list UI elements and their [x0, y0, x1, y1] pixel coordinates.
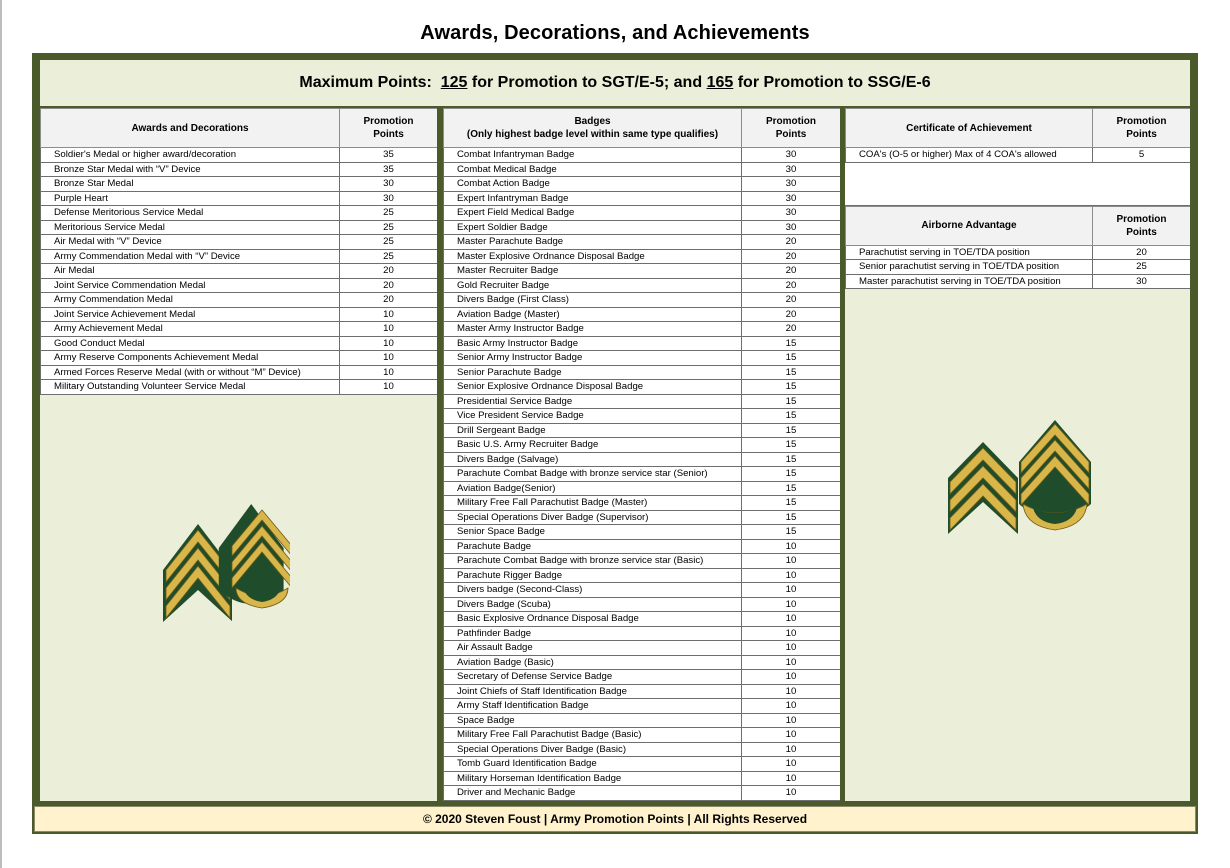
awards-row: [41, 380, 438, 395]
badges-row: [444, 322, 841, 337]
badges-row-points: 20: [742, 278, 841, 293]
badges-row-name: Joint Chiefs of Staff Identification Badge: [444, 684, 742, 699]
awards-row-name: Defense Meritorious Service Medal: [41, 206, 340, 221]
ssg-max-points: 165: [706, 74, 734, 91]
badges-row: [444, 293, 841, 308]
badges-row-name: Expert Field Medical Badge: [444, 206, 742, 221]
badges-row-name: Senior Space Badge: [444, 525, 742, 540]
badges-row: [444, 757, 841, 772]
badges-row: [444, 264, 841, 279]
badges-row-name: Basic Army Instructor Badge: [444, 336, 742, 351]
badges-row: [444, 496, 841, 511]
badges-row-name: Aviation Badge(Senior): [444, 481, 742, 496]
awards-row: [41, 177, 438, 192]
badges-row: [444, 481, 841, 496]
badges-row-name: Presidential Service Badge: [444, 394, 742, 409]
badges-row-points: 15: [742, 365, 841, 380]
airborne-row-name: Senior parachutist serving in TOE/TDA position: [846, 260, 1093, 275]
badges-row-points: 30: [742, 220, 841, 235]
badges-row-points: 30: [742, 191, 841, 206]
awards-row: [41, 220, 438, 235]
badges-row-points: 10: [742, 786, 841, 801]
badges-row-name: Combat Infantryman Badge: [444, 148, 742, 163]
badges-row-points: 10: [742, 713, 841, 728]
badges-row: [444, 612, 841, 627]
awards-row: [41, 206, 438, 221]
airborne-col-points: Promotion Points: [1093, 206, 1191, 245]
badges-row: [444, 162, 841, 177]
badges-row: [444, 235, 841, 250]
badges-row: [444, 510, 841, 525]
badges-col-name: Badges (Only highest badge level within same type qualifies): [444, 109, 742, 148]
awards-row-name: Air Medal with “V” Device: [41, 235, 340, 250]
awards-panel: [40, 108, 437, 801]
awards-row-name: Military Outstanding Volunteer Service Medal: [41, 380, 340, 395]
badges-row-name: Tomb Guard Identification Badge: [444, 757, 742, 772]
awards-row-name: Army Reserve Components Achievement Medal: [41, 351, 340, 366]
badges-row-points: 10: [742, 568, 841, 583]
badges-row-points: 15: [742, 481, 841, 496]
awards-row: [41, 249, 438, 264]
page-title: Awards, Decorations, and Achievements: [420, 22, 810, 44]
badges-row-name: Army Staff Identification Badge: [444, 699, 742, 714]
badges-row-points: 15: [742, 510, 841, 525]
awards-row-points: 30: [340, 191, 438, 206]
badges-row: [444, 206, 841, 221]
awards-col-points: Promotion Points: [340, 109, 438, 148]
awards-row-points: 10: [340, 307, 438, 322]
awards-row-name: Meritorious Service Medal: [41, 220, 340, 235]
awards-row-name: Joint Service Commendation Medal: [41, 278, 340, 293]
badges-row-points: 30: [742, 206, 841, 221]
badges-row-points: 20: [742, 293, 841, 308]
badges-row-name: Divers Badge (Scuba): [444, 597, 742, 612]
badges-row: [444, 307, 841, 322]
badges-row-points: 10: [742, 539, 841, 554]
badges-row-points: 10: [742, 684, 841, 699]
badges-row-points: 15: [742, 409, 841, 424]
badges-row-name: Combat Action Badge: [444, 177, 742, 192]
badges-row-name: Aviation Badge (Basic): [444, 655, 742, 670]
badges-row-name: Military Free Fall Parachutist Badge (Basic): [444, 728, 742, 743]
awards-row-points: 35: [340, 162, 438, 177]
badges-row-points: 10: [742, 583, 841, 598]
awards-row-name: Soldier's Medal or higher award/decoration: [41, 148, 340, 163]
badges-row-name: Secretary of Defense Service Badge: [444, 670, 742, 685]
badges-row-name: Parachute Badge: [444, 539, 742, 554]
badges-row-points: 30: [742, 162, 841, 177]
coa-airborne-panel: [845, 108, 1190, 801]
max-points-mid: for Promotion to SGT/E-5; and: [471, 74, 703, 91]
awards-row-points: 20: [340, 264, 438, 279]
awards-row-points: 10: [340, 380, 438, 395]
badges-row-points: 15: [742, 394, 841, 409]
badges-row: [444, 336, 841, 351]
badges-row: [444, 699, 841, 714]
badges-row: [444, 438, 841, 453]
badges-row-points: 15: [742, 525, 841, 540]
coa-row-points: 5: [1093, 148, 1191, 163]
badges-row: [444, 423, 841, 438]
coa-row: [846, 148, 1191, 163]
badges-row-points: 10: [742, 699, 841, 714]
badges-row: [444, 597, 841, 612]
badges-row-points: 20: [742, 249, 841, 264]
badges-row-points: 15: [742, 467, 841, 482]
awards-row-name: Bronze Star Medal with “V” Device: [41, 162, 340, 177]
coa-row-name: COA's (O-5 or higher) Max of 4 COA's allowed: [846, 148, 1093, 163]
awards-row-name: Joint Service Achievement Medal: [41, 307, 340, 322]
badges-row-points: 20: [742, 307, 841, 322]
awards-row: [41, 365, 438, 380]
badges-row: [444, 148, 841, 163]
badges-row: [444, 641, 841, 656]
badges-row: [444, 713, 841, 728]
max-points-prefix: Maximum Points:: [299, 74, 432, 91]
badges-row-name: Senior Army Instructor Badge: [444, 351, 742, 366]
awards-row-name: Good Conduct Medal: [41, 336, 340, 351]
awards-row-points: 25: [340, 220, 438, 235]
badges-row-points: 15: [742, 336, 841, 351]
awards-row: [41, 278, 438, 293]
badges-row-points: 10: [742, 554, 841, 569]
badges-row-name: Parachute Combat Badge with bronze service star (Basic): [444, 554, 742, 569]
badges-row-points: 10: [742, 612, 841, 627]
badges-row-points: 15: [742, 423, 841, 438]
awards-row: [41, 322, 438, 337]
awards-row-points: 10: [340, 351, 438, 366]
max-points-suffix: for Promotion to SSG/E-6: [737, 74, 931, 91]
badges-row-points: 10: [742, 757, 841, 772]
badges-row-name: Military Free Fall Parachutist Badge (Master): [444, 496, 742, 511]
awards-row-name: Army Commendation Medal: [41, 293, 340, 308]
badges-row-name: Master Parachute Badge: [444, 235, 742, 250]
badges-row-points: 10: [742, 742, 841, 757]
awards-row-name: Army Commendation Medal with “V” Device: [41, 249, 340, 264]
awards-row: [41, 336, 438, 351]
badges-row: [444, 539, 841, 554]
badges-row-points: 10: [742, 641, 841, 656]
sgt-insignia-icon: [160, 500, 290, 625]
badges-panel: [443, 108, 840, 801]
awards-row-name: Army Achievement Medal: [41, 322, 340, 337]
coa-col-name: Certificate of Achievement: [846, 109, 1093, 148]
badges-row-name: Master Army Instructor Badge: [444, 322, 742, 337]
badges-row: [444, 684, 841, 699]
badges-row-name: Divers Badge (Salvage): [444, 452, 742, 467]
awards-row: [41, 351, 438, 366]
badges-row: [444, 177, 841, 192]
badges-row: [444, 626, 841, 641]
badges-row-name: Combat Medical Badge: [444, 162, 742, 177]
awards-row-points: 20: [340, 293, 438, 308]
badges-row-name: Drill Sergeant Badge: [444, 423, 742, 438]
badges-row-points: 10: [742, 655, 841, 670]
badges-row: [444, 786, 841, 801]
badges-row: [444, 554, 841, 569]
badges-row: [444, 525, 841, 540]
sgt-max-points: 125: [440, 74, 468, 91]
awards-row-points: 20: [340, 278, 438, 293]
badges-row-points: 15: [742, 438, 841, 453]
badges-row-points: 10: [742, 670, 841, 685]
awards-row-points: 10: [340, 365, 438, 380]
awards-row: [41, 307, 438, 322]
badges-row-name: Expert Soldier Badge: [444, 220, 742, 235]
awards-row-points: 35: [340, 148, 438, 163]
awards-col-name: Awards and Decorations: [41, 109, 340, 148]
airborne-row-name: Master parachutist serving in TOE/TDA position: [846, 274, 1093, 289]
badges-row: [444, 394, 841, 409]
badges-row-name: Special Operations Diver Badge (Supervisor): [444, 510, 742, 525]
awards-row-points: 10: [340, 322, 438, 337]
max-points-header: [40, 60, 1190, 106]
badges-row-name: Master Recruiter Badge: [444, 264, 742, 279]
badges-row: [444, 365, 841, 380]
badges-row-points: 20: [742, 322, 841, 337]
airborne-row-points: 25: [1093, 260, 1191, 275]
badges-row-points: 10: [742, 771, 841, 786]
awards-row-points: 10: [340, 336, 438, 351]
awards-row-name: Armed Forces Reserve Medal (with or without “M” Device): [41, 365, 340, 380]
badges-row-name: Basic Explosive Ordnance Disposal Badge: [444, 612, 742, 627]
badges-row-name: Special Operations Diver Badge (Basic): [444, 742, 742, 757]
badges-row: [444, 351, 841, 366]
badges-row: [444, 191, 841, 206]
awards-row: [41, 264, 438, 279]
badges-row-name: Senior Parachute Badge: [444, 365, 742, 380]
badges-row: [444, 452, 841, 467]
coa-spacer: [845, 163, 1190, 206]
badges-table: [443, 108, 840, 801]
airborne-row-points: 20: [1093, 245, 1191, 260]
airborne-row: [846, 274, 1191, 289]
badges-row: [444, 220, 841, 235]
badges-row-name: Expert Infantryman Badge: [444, 191, 742, 206]
badges-row-name: Aviation Badge (Master): [444, 307, 742, 322]
airborne-row: [846, 260, 1191, 275]
badges-row-points: 15: [742, 380, 841, 395]
airborne-col-name: Airborne Advantage: [846, 206, 1093, 245]
badges-row: [444, 655, 841, 670]
awards-row: [41, 235, 438, 250]
badges-row-name: Driver and Mechanic Badge: [444, 786, 742, 801]
badges-row: [444, 278, 841, 293]
badges-row-points: 15: [742, 452, 841, 467]
badges-row-points: 30: [742, 148, 841, 163]
awards-row: [41, 191, 438, 206]
badges-row: [444, 670, 841, 685]
awards-row: [41, 162, 438, 177]
airborne-row: [846, 245, 1191, 260]
awards-row-name: Bronze Star Medal: [41, 177, 340, 192]
airborne-row-name: Parachutist serving in TOE/TDA position: [846, 245, 1093, 260]
badges-row-name: Master Explosive Ordnance Disposal Badge: [444, 249, 742, 264]
badges-row-points: 20: [742, 235, 841, 250]
badges-row-points: 15: [742, 496, 841, 511]
coa-table: [845, 108, 1190, 163]
footer-copyright: © 2020 Steven Foust | Army Promotion Points | All Rights Reserved: [34, 806, 1196, 832]
badges-row-points: 15: [742, 351, 841, 366]
badges-row-name: Divers Badge (First Class): [444, 293, 742, 308]
awards-table: [40, 108, 437, 395]
badges-row-name: Basic U.S. Army Recruiter Badge: [444, 438, 742, 453]
awards-row-name: Purple Heart: [41, 191, 340, 206]
ssg-insignia-icon: [945, 418, 1095, 538]
badges-row: [444, 409, 841, 424]
badges-row-name: Military Horseman Identification Badge: [444, 771, 742, 786]
badges-row: [444, 249, 841, 264]
badges-row-name: Air Assault Badge: [444, 641, 742, 656]
awards-row-name: Air Medal: [41, 264, 340, 279]
awards-row: [41, 293, 438, 308]
awards-row-points: 30: [340, 177, 438, 192]
badges-row-name: Parachute Combat Badge with bronze service star (Senior): [444, 467, 742, 482]
badges-row-name: Vice President Service Badge: [444, 409, 742, 424]
badges-row-points: 20: [742, 264, 841, 279]
badges-row-name: Divers badge (Second-Class): [444, 583, 742, 598]
badges-row: [444, 771, 841, 786]
badges-row: [444, 380, 841, 395]
awards-row: [41, 148, 438, 163]
coa-col-points: Promotion Points: [1093, 109, 1191, 148]
badges-row-name: Senior Explosive Ordnance Disposal Badge: [444, 380, 742, 395]
badges-row-points: 10: [742, 728, 841, 743]
badges-row-name: Gold Recruiter Badge: [444, 278, 742, 293]
badges-row-points: 10: [742, 626, 841, 641]
airborne-row-points: 30: [1093, 274, 1191, 289]
badges-row-name: Space Badge: [444, 713, 742, 728]
badges-row: [444, 583, 841, 598]
awards-row-points: 25: [340, 235, 438, 250]
badges-row-name: Parachute Rigger Badge: [444, 568, 742, 583]
badges-col-points: Promotion Points: [742, 109, 841, 148]
page-edge-line: [0, 0, 2, 868]
badges-row: [444, 742, 841, 757]
badges-row: [444, 568, 841, 583]
awards-row-points: 25: [340, 249, 438, 264]
badges-row: [444, 467, 841, 482]
badges-row: [444, 728, 841, 743]
airborne-table: [845, 206, 1190, 290]
badges-row-points: 30: [742, 177, 841, 192]
awards-row-points: 25: [340, 206, 438, 221]
badges-row-points: 10: [742, 597, 841, 612]
badges-row-name: Pathfinder Badge: [444, 626, 742, 641]
